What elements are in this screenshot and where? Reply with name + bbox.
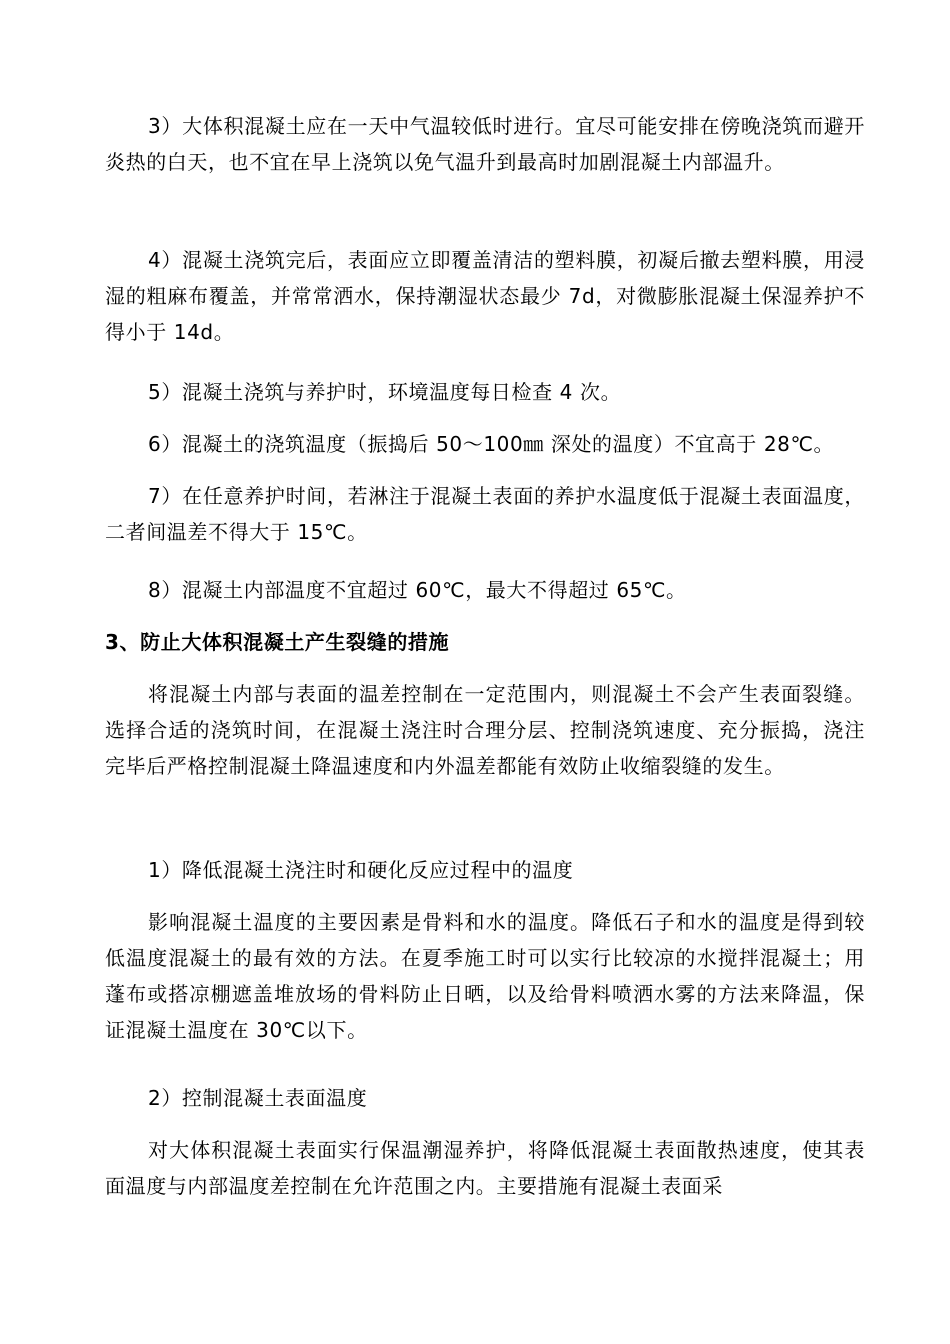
paragraph-cooling: 影响混凝土温度的主要因素是骨料和水的温度。降低石子和水的温度是得到较低温度混凝土的最有效的方法。在夏季施工时可以实行比较凉的水搅拌混凝土；用蓬布或搭凉棚遮盖堆放场的骨料防止日晒，以及给骨料喷洒水雾的方法来降温，保证混凝土温度在 30℃以下。 [105, 910, 865, 1042]
paragraph-item-4: 4）混凝土浇筑完后，表面应立即覆盖清洁的塑料膜，初凝后撤去塑料膜，用浸湿的粗麻布覆盖，并常常洒水，保持潮湿状态最少 7d，对微膨胀混凝土保湿养护不得小于 14d。 [105, 248, 865, 344]
paragraph-intro: 将混凝土内部与表面的温差控制在一定范围内，则混凝土不会产生表面裂缝。选择合适的浇筑时间，在混凝土浇注时合理分层、控制浇筑速度、充分振捣，浇注完毕后严格控制混凝土降温速度和内外温差都能有效防止收缩裂缝的发生。 [105, 682, 865, 778]
section-heading: 3、防止大体积混凝土产生裂缝的措施 [105, 630, 450, 654]
paragraph-item-8: 8）混凝土内部温度不宜超过 60℃，最大不得超过 65℃。 [148, 578, 687, 602]
subheading-1: 1）降低混凝土浇注时和硬化反应过程中的温度 [148, 858, 574, 882]
paragraph-item-5: 5）混凝土浇筑与养护时，环境温度每日检查 4 次。 [148, 380, 622, 404]
paragraph-item-6: 6）混凝土的浇筑温度（振捣后 50～100㎜ 深处的温度）不宜高于 28℃。 [148, 432, 835, 456]
paragraph-item-3: 3）大体积混凝土应在一天中气温较低时进行。宜尽可能安排在傍晚浇筑而避开炎热的白天，也不宜在早上浇筑以免气温升到最高时加剧混凝土内部温升。 [105, 114, 865, 174]
paragraph-surface: 对大体积混凝土表面实行保温潮湿养护，将降低混凝土表面散热速度，使其表面温度与内部温度差控制在允许范围之内。主要措施有混凝土表面采 [105, 1138, 865, 1198]
subheading-2: 2）控制混凝土表面温度 [148, 1086, 368, 1110]
paragraph-item-7: 7）在任意养护时间，若淋注于混凝土表面的养护水温度低于混凝土表面温度，二者间温差不得大于 15℃。 [105, 484, 865, 544]
